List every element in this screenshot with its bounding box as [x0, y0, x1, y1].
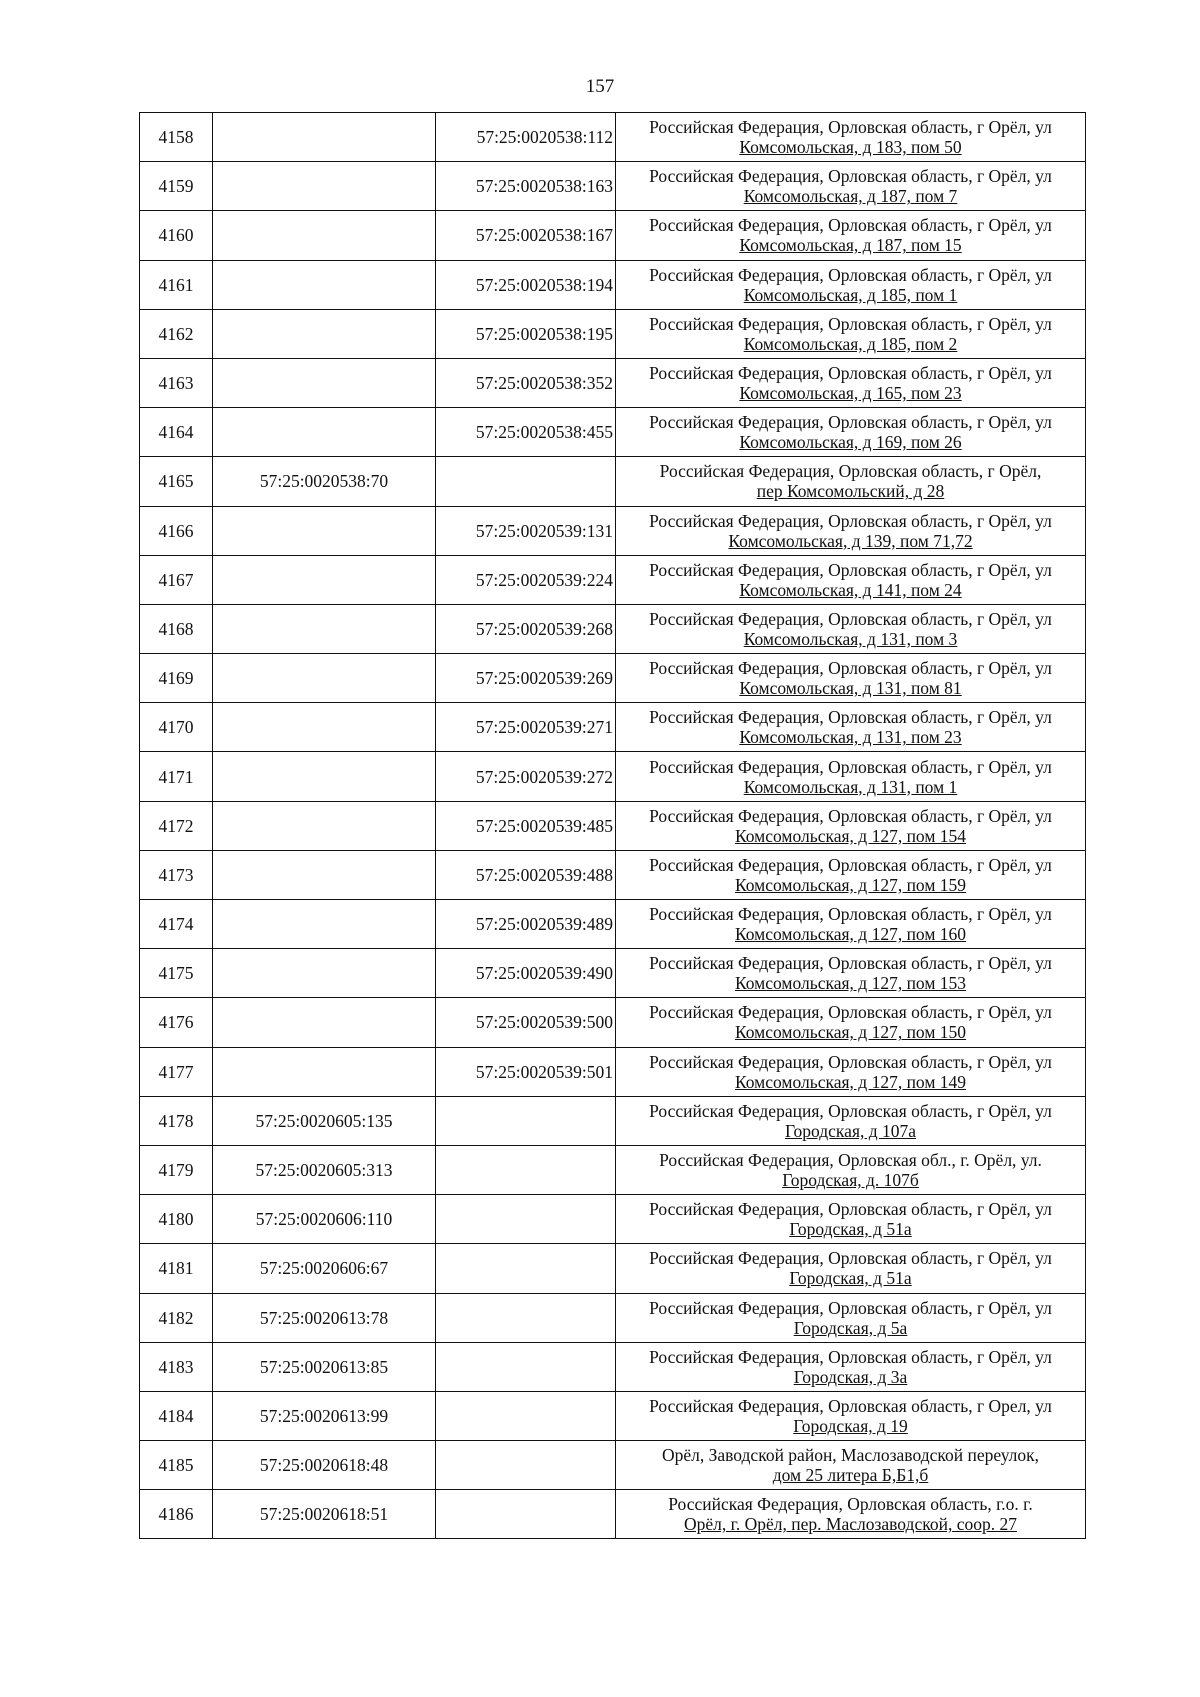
land-parcel-cadastral-cell: 57:25:0020605:135: [213, 1096, 436, 1145]
address-line-2: Городская, д 19: [793, 1415, 908, 1436]
address-line-1: Российская Федерация, Орловская область, г Орёл, ул: [649, 363, 1052, 384]
table-row: [140, 1293, 1086, 1342]
premise-cadastral-cell: [436, 1145, 616, 1194]
address-line-2: Комсомольская, д 165, пом 23: [739, 383, 962, 404]
address-line-1: Российская Федерация, Орловская область, г Орёл, ул: [649, 1002, 1052, 1023]
row-number-cell: 4175: [140, 949, 213, 998]
premise-cadastral-cell: 57:25:0020539:500: [436, 998, 616, 1047]
land-parcel-cadastral-cell: [213, 162, 436, 211]
land-parcel-cadastral-cell: [213, 260, 436, 309]
address-line-1: Российская Федерация, Орловская область, г Орёл, ул: [649, 1100, 1052, 1121]
address-line-1: Российская Федерация, Орловская область, г Орёл, ул: [649, 904, 1052, 925]
land-parcel-cadastral-cell: 57:25:0020618:51: [213, 1490, 436, 1539]
premise-cadastral-cell: 57:25:0020538:194: [436, 260, 616, 309]
row-number-cell: 4183: [140, 1342, 213, 1391]
premise-cadastral-cell: 57:25:0020539:490: [436, 949, 616, 998]
premise-cadastral-cell: 57:25:0020539:489: [436, 900, 616, 949]
land-parcel-cadastral-cell: 57:25:0020613:99: [213, 1391, 436, 1440]
address-cell: [616, 457, 1086, 506]
row-number-cell: 4179: [140, 1145, 213, 1194]
row-number-cell: 4165: [140, 457, 213, 506]
row-number-cell: 4184: [140, 1391, 213, 1440]
address-line-2: Комсомольская, д 131, пом 3: [743, 628, 958, 649]
address-line-2: Городская, д 5а: [793, 1317, 908, 1338]
address-cell: [616, 260, 1086, 309]
address-cell: [616, 1145, 1086, 1194]
address-line-1: Российская Федерация, Орловская область, г Орёл, ул: [649, 1297, 1052, 1318]
address-line-2: Городская, д 107а: [784, 1120, 917, 1141]
land-parcel-cadastral-cell: 57:25:0020606:110: [213, 1195, 436, 1244]
row-number-cell: 4163: [140, 358, 213, 407]
land-parcel-cadastral-cell: [213, 703, 436, 752]
row-number-cell: 4159: [140, 162, 213, 211]
row-number-cell: 4178: [140, 1096, 213, 1145]
address-cell: [616, 998, 1086, 1047]
address-cell: [616, 1391, 1086, 1440]
row-number-cell: 4172: [140, 801, 213, 850]
land-parcel-cadastral-cell: 57:25:0020613:85: [213, 1342, 436, 1391]
land-parcel-cadastral-cell: 57:25:0020618:48: [213, 1441, 436, 1490]
table-row: [140, 408, 1086, 457]
premise-cadastral-cell: 57:25:0020539:224: [436, 555, 616, 604]
land-parcel-cadastral-cell: [213, 998, 436, 1047]
table-row: [140, 1096, 1086, 1145]
row-number-cell: 4168: [140, 604, 213, 653]
table-row: [140, 1195, 1086, 1244]
land-parcel-cadastral-cell: [213, 211, 436, 260]
row-number-cell: 4166: [140, 506, 213, 555]
registry-table: [139, 112, 1086, 1539]
address-cell: [616, 900, 1086, 949]
land-parcel-cadastral-cell: 57:25:0020613:78: [213, 1293, 436, 1342]
address-cell: [616, 113, 1086, 162]
premise-cadastral-cell: 57:25:0020538:455: [436, 408, 616, 457]
address-line-1: Российская Федерация, Орловская область, г Орёл, ул: [649, 707, 1052, 728]
address-line-2: Комсомольская, д 141, пом 24: [739, 579, 962, 600]
land-parcel-cadastral-cell: [213, 949, 436, 998]
premise-cadastral-cell: 57:25:0020539:501: [436, 1047, 616, 1096]
premise-cadastral-cell: [436, 1490, 616, 1539]
address-cell: [616, 949, 1086, 998]
row-number-cell: 4161: [140, 260, 213, 309]
table-row: [140, 309, 1086, 358]
land-parcel-cadastral-cell: [213, 555, 436, 604]
address-cell: [616, 801, 1086, 850]
land-parcel-cadastral-cell: [213, 408, 436, 457]
address-line-2: Городская, д. 107б: [782, 1170, 919, 1191]
address-line-2: дом 25 литера Б,Б1,б: [772, 1465, 929, 1486]
address-line-1: Российская Федерация, Орловская область, г Орёл, ул: [649, 510, 1052, 531]
premise-cadastral-cell: [436, 1391, 616, 1440]
address-line-1: Российская Федерация, Орловская область, г Орёл, ул: [649, 1248, 1052, 1269]
premise-cadastral-cell: 57:25:0020539:488: [436, 850, 616, 899]
table-row: [140, 850, 1086, 899]
table-row: [140, 949, 1086, 998]
address-cell: [616, 555, 1086, 604]
address-line-2: Комсомольская, д 139, пом 71,72: [728, 530, 973, 551]
row-number-cell: 4180: [140, 1195, 213, 1244]
row-number-cell: 4162: [140, 309, 213, 358]
address-cell: [616, 1195, 1086, 1244]
address-line-2: Комсомольская, д 127, пом 160: [734, 924, 967, 945]
address-line-1: Российская Федерация, Орловская область, г Орёл, ул: [649, 166, 1052, 187]
address-cell: [616, 752, 1086, 801]
address-line-1: Российская Федерация, Орловская область, г Орёл, ул: [649, 1199, 1052, 1220]
address-line-2: Комсомольская, д 131, пом 81: [739, 678, 962, 699]
row-number-cell: 4174: [140, 900, 213, 949]
table-row: [140, 1047, 1086, 1096]
row-number-cell: 4186: [140, 1490, 213, 1539]
row-number-cell: 4176: [140, 998, 213, 1047]
table-row: [140, 162, 1086, 211]
address-line-2: Комсомольская, д 131, пом 23: [739, 727, 962, 748]
premise-cadastral-cell: [436, 1441, 616, 1490]
address-cell: [616, 1490, 1086, 1539]
table-row: [140, 604, 1086, 653]
premise-cadastral-cell: 57:25:0020538:167: [436, 211, 616, 260]
row-number-cell: 4164: [140, 408, 213, 457]
address-cell: [616, 654, 1086, 703]
address-line-2: Комсомольская, д 127, пом 159: [734, 874, 967, 895]
premise-cadastral-cell: 57:25:0020539:271: [436, 703, 616, 752]
land-parcel-cadastral-cell: [213, 113, 436, 162]
address-cell: [616, 1441, 1086, 1490]
table-row: [140, 506, 1086, 555]
table-row: [140, 1342, 1086, 1391]
premise-cadastral-cell: 57:25:0020539:485: [436, 801, 616, 850]
address-line-2: Комсомольская, д 187, пом 15: [739, 235, 962, 256]
premise-cadastral-cell: 57:25:0020539:272: [436, 752, 616, 801]
address-line-1: Российская Федерация, Орловская обл., г. Орёл, ул.: [659, 1150, 1042, 1171]
address-line-1: Орёл, Заводской район, Маслозаводской переулок,: [661, 1445, 1040, 1466]
address-cell: [616, 604, 1086, 653]
table-row: [140, 555, 1086, 604]
land-parcel-cadastral-cell: [213, 506, 436, 555]
land-parcel-cadastral-cell: 57:25:0020606:67: [213, 1244, 436, 1293]
premise-cadastral-cell: 57:25:0020539:268: [436, 604, 616, 653]
address-line-2: Комсомольская, д 127, пом 150: [734, 1022, 967, 1043]
premise-cadastral-cell: [436, 1244, 616, 1293]
address-line-2: Комсомольская, д 185, пом 1: [743, 284, 958, 305]
address-line-1: Российская Федерация, Орловская область, г.о. г.: [668, 1494, 1033, 1515]
land-parcel-cadastral-cell: [213, 752, 436, 801]
row-number-cell: 4160: [140, 211, 213, 260]
address-line-2: Комсомольская, д 187, пом 7: [743, 186, 958, 207]
table-row: [140, 113, 1086, 162]
land-parcel-cadastral-cell: [213, 309, 436, 358]
table-row: [140, 752, 1086, 801]
land-parcel-cadastral-cell: 57:25:0020538:70: [213, 457, 436, 506]
address-line-1: Российская Федерация, Орловская область, г Орёл, ул: [649, 313, 1052, 334]
premise-cadastral-cell: [436, 1195, 616, 1244]
address-line-2: Городская, д 51а: [789, 1219, 912, 1240]
address-line-1: Российская Федерация, Орловская область, г Орёл, ул: [649, 805, 1052, 826]
table-row: [140, 457, 1086, 506]
table-row: [140, 358, 1086, 407]
address-line-1: Российская Федерация, Орловская область, г Орёл, ул: [649, 264, 1052, 285]
address-cell: [616, 703, 1086, 752]
address-line-2: Комсомольская, д 183, пом 50: [739, 137, 962, 158]
table-row: [140, 703, 1086, 752]
table-row: [140, 801, 1086, 850]
premise-cadastral-cell: 57:25:0020538:195: [436, 309, 616, 358]
premise-cadastral-cell: 57:25:0020538:163: [436, 162, 616, 211]
address-cell: [616, 1047, 1086, 1096]
table-row: [140, 1244, 1086, 1293]
premise-cadastral-cell: 57:25:0020539:131: [436, 506, 616, 555]
land-parcel-cadastral-cell: [213, 850, 436, 899]
address-line-2: пер Комсомольский, д 28: [756, 481, 945, 502]
address-line-1: Российская Федерация, Орловская область, г Орёл,: [659, 461, 1042, 482]
land-parcel-cadastral-cell: [213, 654, 436, 703]
table-row: [140, 900, 1086, 949]
address-line-2: Комсомольская, д 127, пом 149: [734, 1071, 967, 1092]
address-cell: [616, 1342, 1086, 1391]
address-line-1: Российская Федерация, Орловская область, г Орёл, ул: [649, 756, 1052, 777]
land-parcel-cadastral-cell: [213, 358, 436, 407]
row-number-cell: 4182: [140, 1293, 213, 1342]
table-row: [140, 211, 1086, 260]
address-line-2: Комсомольская, д 185, пом 2: [743, 333, 958, 354]
table-row: [140, 998, 1086, 1047]
address-line-1: Российская Федерация, Орловская область, г Орёл, ул: [649, 215, 1052, 236]
premise-cadastral-cell: 57:25:0020538:352: [436, 358, 616, 407]
address-line-1: Российская Федерация, Орловская область, г Орёл, ул: [649, 559, 1052, 580]
table-body: [140, 113, 1086, 1539]
address-line-1: Российская Федерация, Орловская область, г Орёл, ул: [649, 117, 1052, 138]
address-line-1: Российская Федерация, Орловская область, г Орёл, ул: [649, 1051, 1052, 1072]
land-parcel-cadastral-cell: [213, 1047, 436, 1096]
table-row: [140, 1490, 1086, 1539]
address-cell: [616, 850, 1086, 899]
row-number-cell: 4173: [140, 850, 213, 899]
address-line-1: Российская Федерация, Орловская область, г Орёл, ул: [649, 608, 1052, 629]
address-line-2: Комсомольская, д 127, пом 153: [734, 973, 967, 994]
page-number: 157: [585, 76, 615, 97]
row-number-cell: 4158: [140, 113, 213, 162]
address-line-1: Российская Федерация, Орловская область, г Орёл, ул: [649, 953, 1052, 974]
premise-cadastral-cell: 57:25:0020539:269: [436, 654, 616, 703]
row-number-cell: 4171: [140, 752, 213, 801]
address-cell: [616, 408, 1086, 457]
address-line-2: Комсомольская, д 169, пом 26: [739, 432, 962, 453]
address-cell: [616, 309, 1086, 358]
premise-cadastral-cell: [436, 1293, 616, 1342]
row-number-cell: 4167: [140, 555, 213, 604]
land-parcel-cadastral-cell: [213, 900, 436, 949]
address-line-1: Российская Федерация, Орловская область, г Орёл, ул: [649, 412, 1052, 433]
table-row: [140, 1441, 1086, 1490]
address-line-2: Городская, д 3а: [793, 1366, 908, 1387]
address-cell: [616, 211, 1086, 260]
premise-cadastral-cell: [436, 1342, 616, 1391]
address-line-2: Комсомольская, д 127, пом 154: [734, 825, 967, 846]
address-cell: [616, 506, 1086, 555]
address-cell: [616, 1293, 1086, 1342]
land-parcel-cadastral-cell: [213, 801, 436, 850]
row-number-cell: 4170: [140, 703, 213, 752]
address-cell: [616, 1096, 1086, 1145]
premise-cadastral-cell: 57:25:0020538:112: [436, 113, 616, 162]
table-row: [140, 654, 1086, 703]
address-line-1: Российская Федерация, Орловская область, г Орёл, ул: [649, 658, 1052, 679]
address-line-2: Комсомольская, д 131, пом 1: [743, 776, 958, 797]
address-cell: [616, 358, 1086, 407]
row-number-cell: 4185: [140, 1441, 213, 1490]
address-line-2: Городская, д 51а: [789, 1268, 912, 1289]
address-line-1: Российская Федерация, Орловская область, г Орёл, ул: [649, 1346, 1052, 1367]
row-number-cell: 4169: [140, 654, 213, 703]
address-line-2: Орёл, г. Орёл, пер. Маслозаводской, соор. 27: [684, 1514, 1017, 1535]
address-line-1: Российская Федерация, Орловская область, г Орел, ул: [649, 1395, 1052, 1416]
land-parcel-cadastral-cell: [213, 604, 436, 653]
land-parcel-cadastral-cell: 57:25:0020605:313: [213, 1145, 436, 1194]
address-line-1: Российская Федерация, Орловская область, г Орёл, ул: [649, 854, 1052, 875]
table-row: [140, 260, 1086, 309]
premise-cadastral-cell: [436, 457, 616, 506]
table-row: [140, 1391, 1086, 1440]
address-cell: [616, 162, 1086, 211]
row-number-cell: 4181: [140, 1244, 213, 1293]
table-row: [140, 1145, 1086, 1194]
premise-cadastral-cell: [436, 1096, 616, 1145]
row-number-cell: 4177: [140, 1047, 213, 1096]
address-cell: [616, 1244, 1086, 1293]
